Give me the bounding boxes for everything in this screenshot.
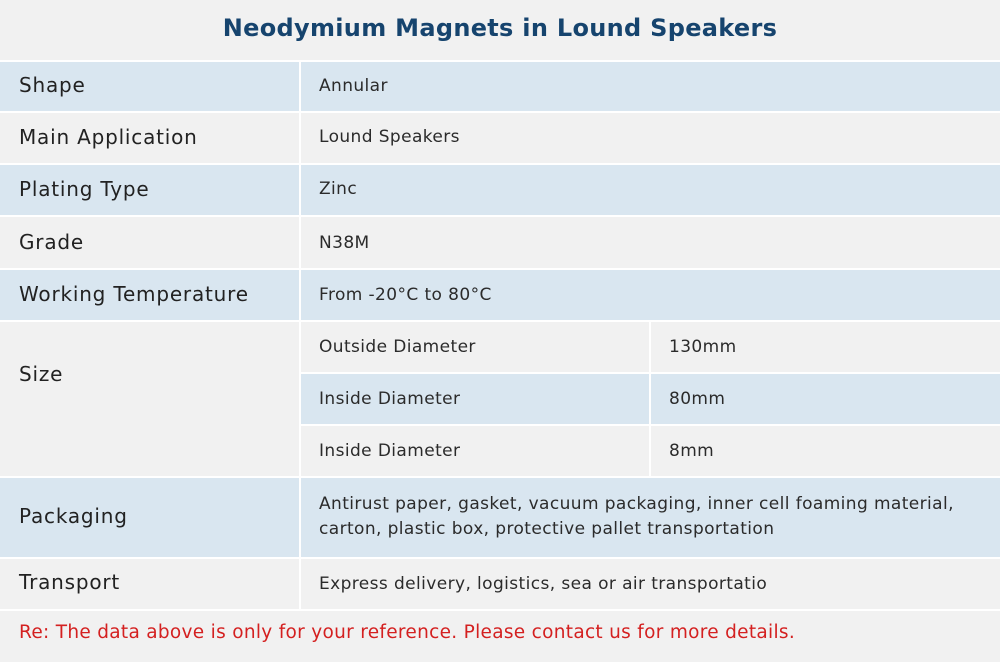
size-item-name: Outside Diameter	[319, 337, 476, 357]
size-item-value: 80mm	[669, 389, 726, 409]
divider	[0, 215, 1000, 217]
spec-value: Express delivery, logistics, sea or air transportatio	[319, 574, 768, 594]
disclaimer-note: Re: The data above is only for your reference. Please contact us for more details.	[19, 622, 796, 643]
divider	[0, 111, 1000, 113]
size-item-value: 8mm	[669, 441, 715, 461]
spec-row-plating	[0, 164, 1000, 216]
divider	[0, 557, 1000, 559]
divider	[0, 320, 1000, 322]
page-title: Neodymium Magnets in Lound Speakers	[222, 14, 778, 42]
spec-label: Plating Type	[19, 177, 150, 201]
spec-label: Working Temperature	[19, 282, 249, 306]
spec-label: Grade	[19, 230, 84, 254]
divider	[0, 268, 1000, 270]
spec-label: Transport	[19, 570, 121, 594]
spec-row-application	[0, 112, 1000, 164]
spec-label: Packaging	[19, 504, 128, 528]
spec-row-transport	[0, 558, 1000, 610]
divider	[0, 609, 1000, 611]
packaging-line: Antirust paper, gasket, vacuum packaging, inner cell foaming material,	[319, 494, 954, 514]
column-divider	[649, 320, 651, 477]
spec-label: Main Application	[19, 125, 198, 149]
spec-value: From -20°C to 80°C	[319, 285, 492, 305]
spec-value: Annular	[319, 76, 388, 96]
spec-value: Lound Speakers	[319, 127, 460, 147]
size-item-name: Inside Diameter	[319, 441, 461, 461]
spec-row-grade	[0, 216, 1000, 269]
divider	[0, 60, 1000, 62]
spec-row-shape	[0, 60, 1000, 112]
size-item-name: Inside Diameter	[319, 389, 461, 409]
spec-label: Size	[19, 362, 64, 386]
packaging-value	[319, 492, 979, 542]
spec-row-temperature	[0, 269, 1000, 321]
size-item-value: 130mm	[669, 337, 737, 357]
divider	[0, 163, 1000, 165]
packaging-line: carton, plastic box, protective pallet transportation	[319, 519, 775, 539]
spec-value: N38M	[319, 233, 370, 253]
column-divider	[299, 60, 301, 611]
spec-value: Zinc	[319, 179, 358, 199]
divider	[0, 476, 1000, 478]
spec-label: Shape	[19, 73, 86, 97]
